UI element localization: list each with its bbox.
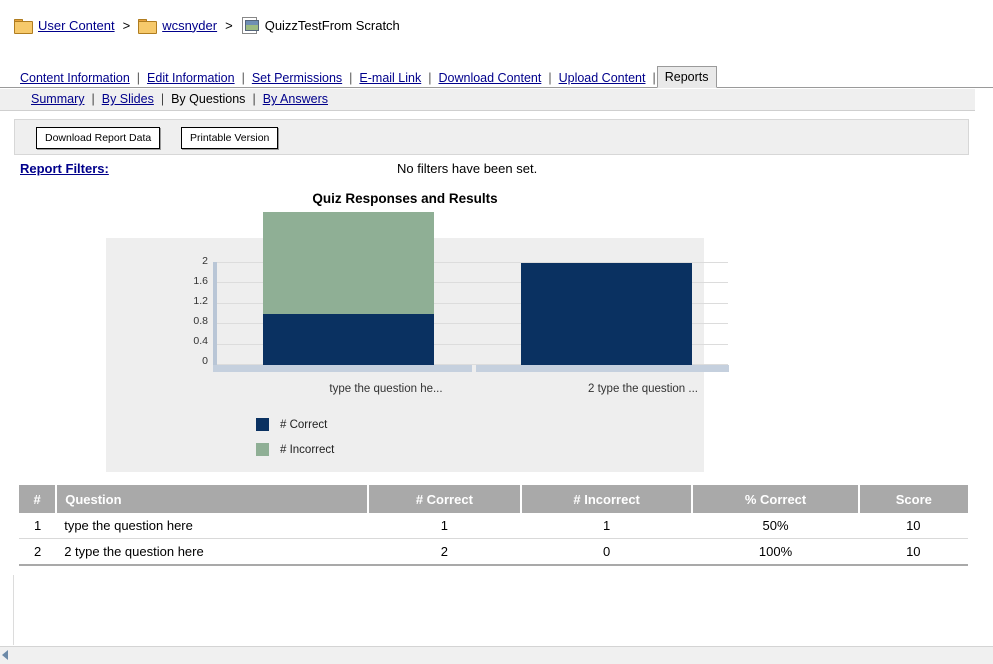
cell-number: 1 [19, 513, 56, 539]
nav-divider-1: | [136, 71, 141, 85]
subnav-item-by-answers[interactable]: By Answers [262, 92, 328, 106]
subnav-divider-3: | [252, 92, 256, 106]
cell-score: 10 [859, 513, 968, 539]
nav-item-upload-content[interactable]: Upload Content [558, 71, 646, 85]
report-filters-label[interactable]: Report Filters: [20, 161, 109, 176]
horizontal-scrollbar[interactable] [0, 646, 993, 664]
breadcrumb-item-user-content[interactable] [14, 18, 115, 33]
cell-incorrect: 0 [521, 539, 693, 566]
subnav-divider-2: | [160, 92, 165, 106]
chart-plot-area [214, 262, 728, 365]
report-filters-status: No filters have been set. [397, 161, 538, 176]
presentation-icon [241, 17, 259, 33]
quiz-results-chart [106, 238, 704, 472]
nav-divider-5: | [548, 71, 552, 85]
table-row [19, 513, 968, 539]
x-axis-tick-gap [472, 365, 476, 372]
cell-question: type the question here [56, 513, 368, 539]
bar-q2-correct [521, 263, 692, 365]
bar-q1-correct [263, 314, 434, 365]
cell-percent-correct: 50% [692, 513, 858, 539]
y-tick-2: 2 [202, 255, 208, 267]
nav-divider-6: | [652, 71, 656, 85]
x-axis-line [213, 365, 729, 372]
nav-item-email-link[interactable]: E-mail Link [359, 71, 422, 85]
cell-incorrect: 1 [521, 513, 693, 539]
breadcrumb-separator-1: > [122, 17, 131, 33]
x-axis-labels [206, 383, 736, 403]
scroll-left-arrow-icon[interactable] [2, 650, 8, 660]
printable-version-button[interactable]: Printable Version [181, 127, 278, 149]
subnav-item-by-questions[interactable]: By Questions [171, 92, 246, 106]
nav-item-edit-information[interactable]: Edit Information [147, 71, 235, 85]
y-tick-1-2: 1.2 [193, 295, 208, 307]
table-header-question: Question [56, 485, 368, 513]
breadcrumb-item-wcsnyder[interactable] [138, 18, 217, 33]
y-tick-1-6: 1.6 [193, 275, 208, 287]
table-header-row [19, 485, 968, 513]
cell-correct: 2 [368, 539, 521, 566]
nav-divider-3: | [349, 71, 353, 85]
legend-label-incorrect: # Incorrect [280, 443, 335, 456]
nav-item-reports[interactable]: Reports [657, 66, 717, 88]
folder-icon [138, 18, 156, 32]
folder-icon [14, 18, 32, 32]
breadcrumb-label-current: QuizzTestFrom Scratch [264, 17, 400, 33]
table-header-score: Score [859, 485, 968, 513]
chart-title: Quiz Responses and Results [312, 191, 498, 206]
nav-item-content-information[interactable]: Content Information [20, 71, 130, 85]
bar-q1-incorrect [263, 212, 434, 314]
subnav-item-summary[interactable]: Summary [31, 92, 85, 106]
primary-nav [0, 62, 993, 88]
legend-swatch-correct-icon [256, 418, 269, 431]
breadcrumb-link-user-content[interactable]: User Content [38, 17, 115, 33]
table-header-percent-correct: % Correct [692, 485, 858, 513]
chart-legend [256, 412, 556, 462]
breadcrumb [14, 17, 400, 33]
x-label-q1: type the question he... [329, 383, 443, 395]
y-tick-0-4: 0.4 [193, 335, 208, 347]
y-tick-0-8: 0.8 [193, 315, 208, 327]
table-header-incorrect: # Incorrect [521, 485, 693, 513]
y-tick-0: 0 [202, 355, 208, 367]
legend-swatch-incorrect-icon [256, 443, 269, 456]
cell-percent-correct: 100% [692, 539, 858, 566]
legend-label-correct: # Correct [280, 418, 328, 431]
cell-number: 2 [19, 539, 56, 566]
content-left-rule [13, 575, 14, 645]
nav-divider-4: | [428, 71, 432, 85]
table-row [19, 539, 968, 566]
table-header-correct: # Correct [368, 485, 521, 513]
report-toolbar [14, 119, 969, 155]
nav-item-download-content[interactable]: Download Content [438, 71, 542, 85]
cell-correct: 1 [368, 513, 521, 539]
breadcrumb-separator-2: > [225, 17, 233, 33]
cell-score: 10 [859, 539, 968, 566]
table-header-number: # [19, 485, 56, 513]
legend-item-incorrect [256, 437, 556, 462]
y-axis-labels [156, 257, 208, 370]
nav-divider-2: | [241, 71, 245, 85]
breadcrumb-link-wcsnyder[interactable]: wcsnyder [162, 17, 218, 33]
nav-item-set-permissions[interactable]: Set Permissions [251, 71, 343, 85]
x-label-q2: 2 type the question ... [588, 383, 698, 395]
legend-item-correct [256, 412, 556, 437]
subnav-item-by-slides[interactable]: By Slides [101, 92, 154, 106]
cell-question: 2 type the question here [56, 539, 368, 566]
questions-results-table [19, 485, 968, 566]
y-axis-line [213, 262, 217, 366]
breadcrumb-item-current [241, 17, 400, 33]
download-report-data-button[interactable]: Download Report Data [36, 127, 160, 149]
reports-subnav [0, 89, 975, 111]
chart-plot [156, 250, 698, 456]
subnav-divider-1: | [91, 92, 95, 106]
